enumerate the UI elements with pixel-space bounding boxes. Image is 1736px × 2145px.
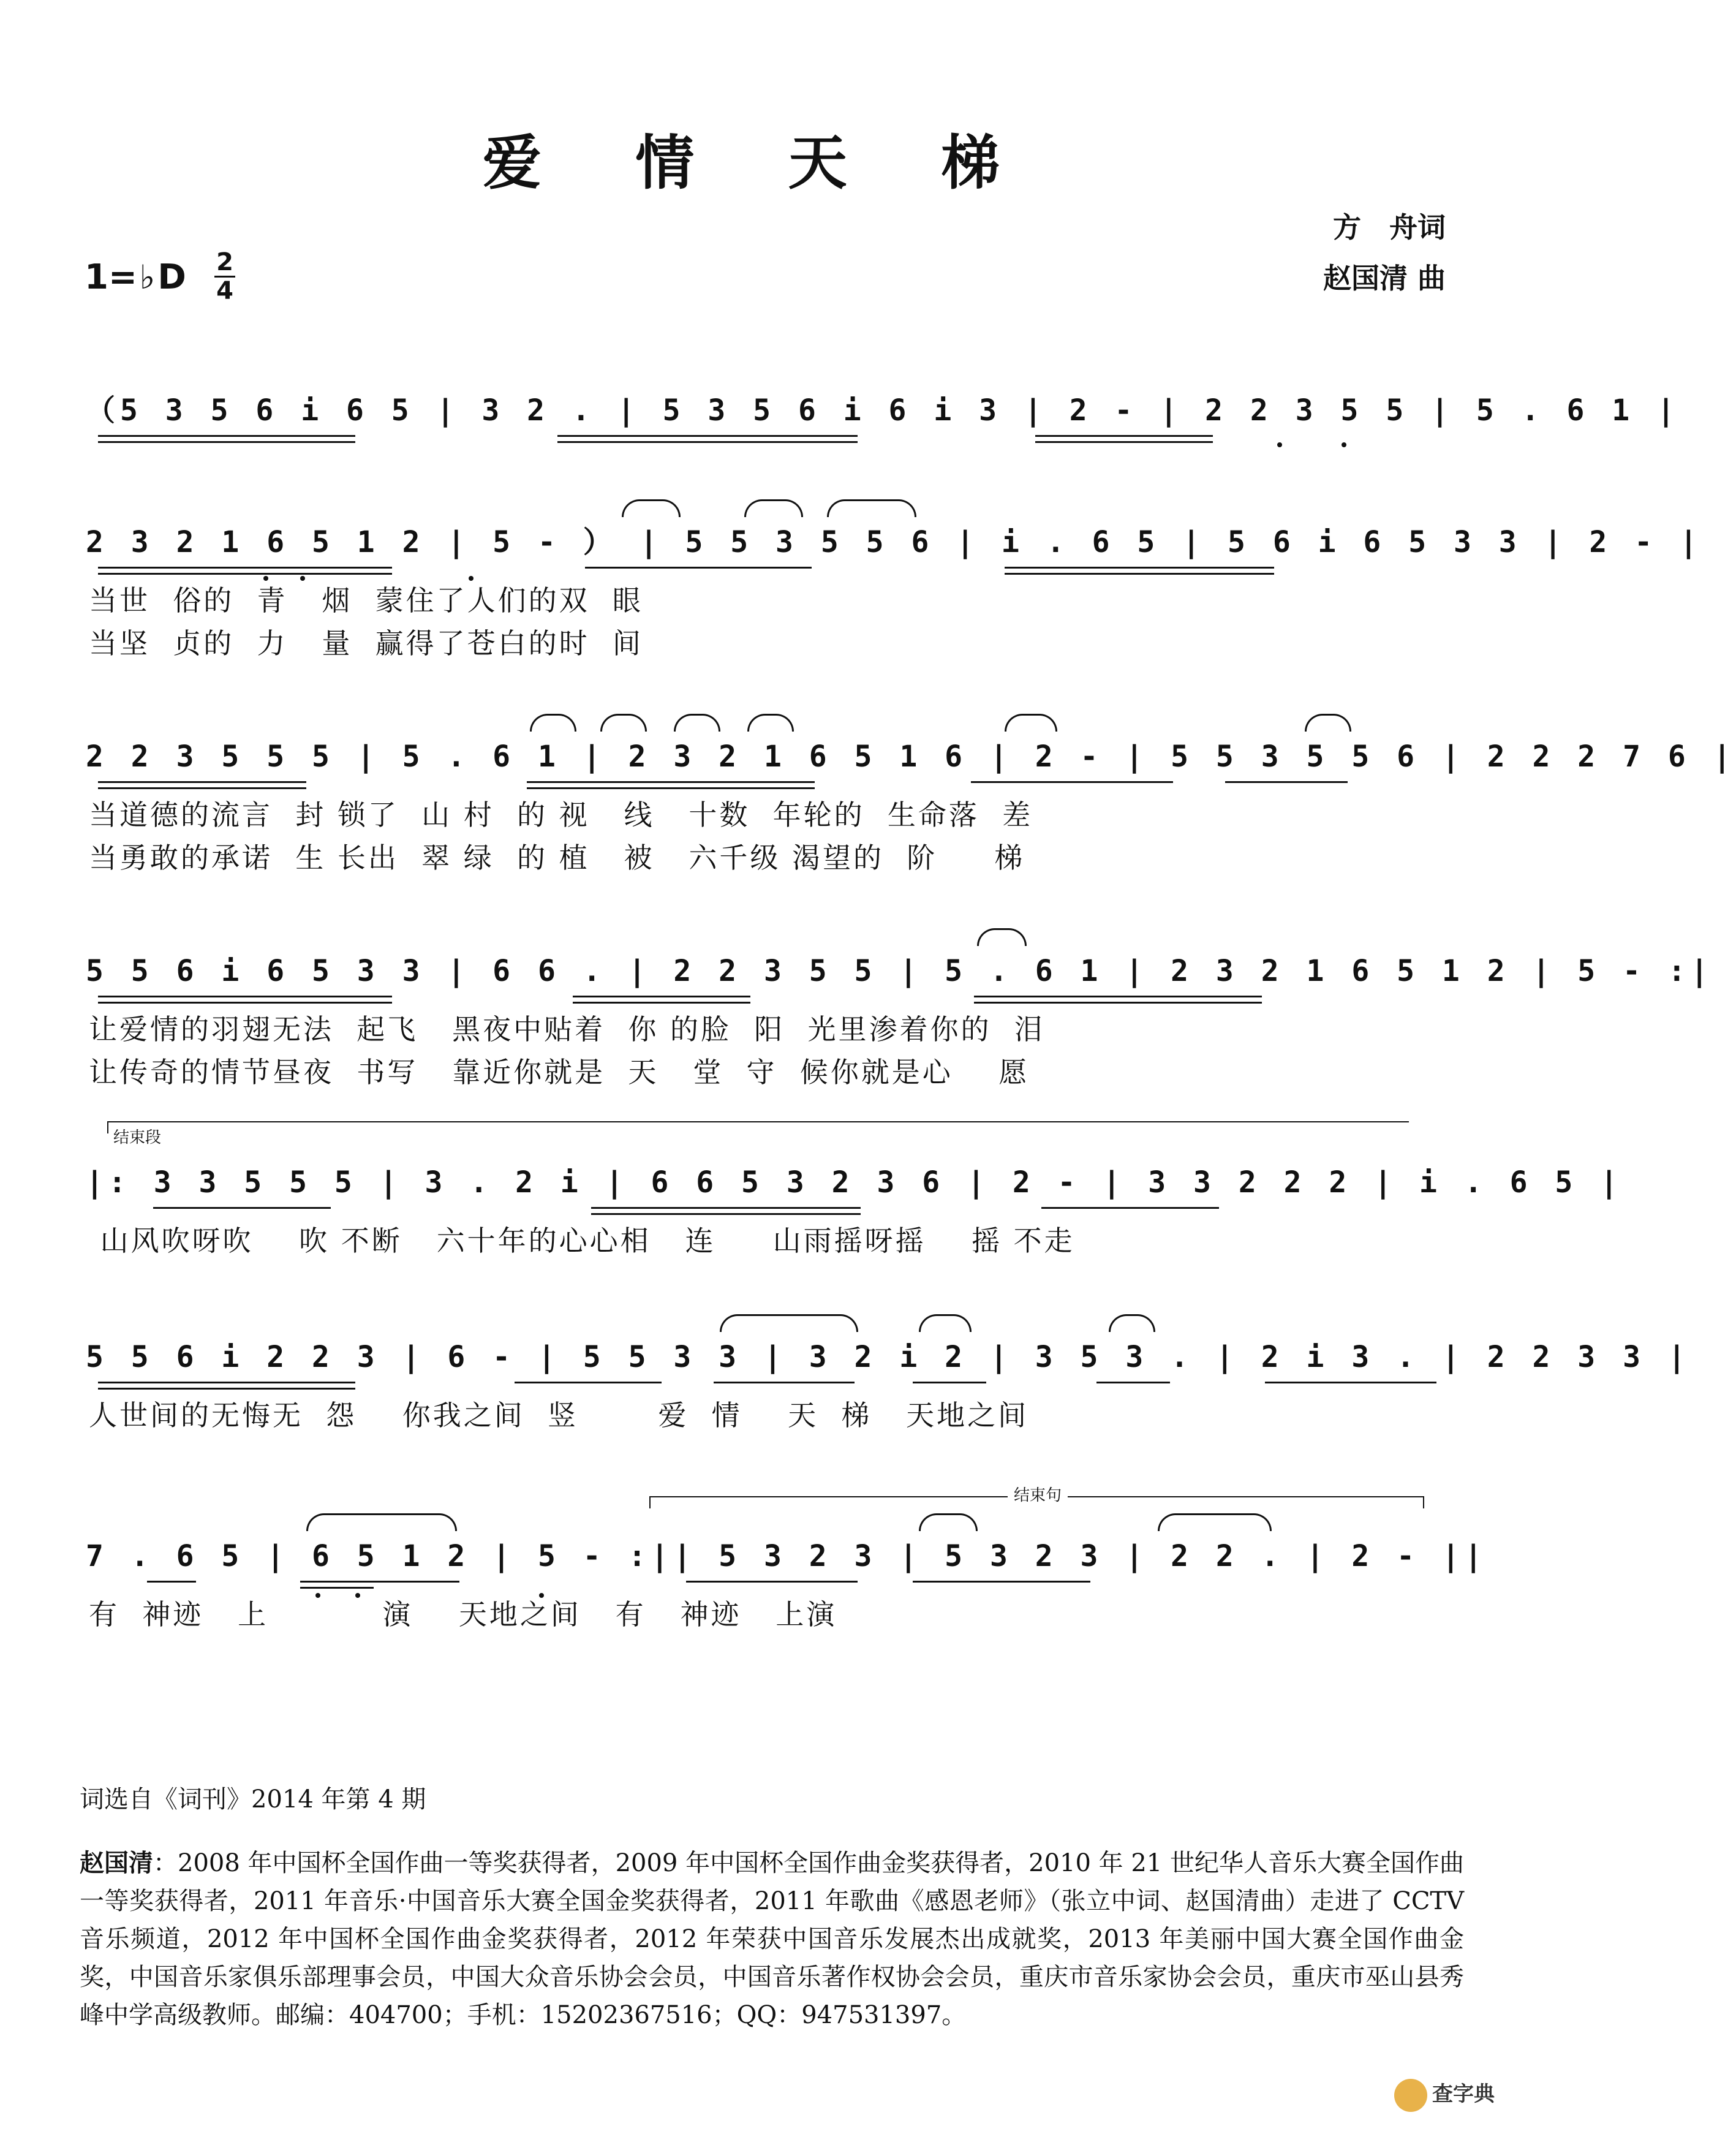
beam [515,1382,662,1383]
beam [686,1581,858,1583]
time-signature [214,250,235,303]
logo-text: 查字典 [1432,2082,1495,2106]
lyrics-line-4b: 让传奇的情节昼夜 书写 靠近你就是 天 堂 守 候你就是心 愿 [89,1056,1030,1089]
beam [98,573,392,575]
notation-line-3: 2 2 3 5 5 5 | 5 . 6 1 | 2 3 2 1 6 5 1 6 | 2 - | 5 5 3 5 5 6 | 2 2 2 7 6 | [86,740,1736,774]
beam [591,1213,861,1215]
beam [1005,567,1274,569]
composer-bio [80,1844,1464,2034]
beam [1005,573,1274,575]
notation-line-1: （5 3 5 6 i 6 5 | 3 2 . | 5 3 5 6 i 6 i 3 | 2 - | 2 2 3 5 5 | 5 . 6 1 | [86,393,1680,428]
slur [744,499,803,517]
beam [527,781,815,783]
beam [98,787,306,789]
slur [747,714,794,732]
beam [974,1002,1262,1004]
slur [622,499,681,517]
slur [720,1314,858,1332]
lyrics-line-2a: 当世 俗的 青 烟 蒙住了人们的双 眼 [89,584,643,617]
slur [530,714,576,732]
source-note: 词选自《词刊》2014 年第 4 期 [80,1785,426,1814]
slur [1305,714,1351,732]
beam [714,1382,855,1383]
beam [98,781,306,783]
key-signature [85,257,186,297]
low-octave-dot [300,576,305,581]
beam [98,1002,392,1004]
bio-text: ：2008 年中国杯全国作曲一等奖获得者，2009 年中国杯全国作曲金奖获得者，2010 年 21 世纪华人音乐大赛全国作曲一等奖获得者，2011 年音乐·中国音乐大赛全国金奖获得者，2011 年歌曲《感恩老师》（张立中词、赵国清曲）走进了 CCTV 音乐频道，2012 年中国杯全国作曲金奖获得者，2012 年荣获中国音乐发展杰出成就奖，2013 年美丽中国大赛全国作曲金奖，中国音乐家俱乐部理事会员，中国大众音乐协会会员，中国音乐著作权协会会员，重庆市音乐家协会会员，重庆市巫山县秀峰中学高级教师。邮编：404700；手机：15202367516；QQ：947531397。 [80,1849,1464,2029]
low-octave-dot [263,576,268,581]
beam [913,1382,986,1383]
slur [674,714,720,732]
beam [98,441,355,443]
low-octave-dot [469,576,474,581]
notation-line-7: 7 . 6 5 | 6 5 1 2 | 5 - :|| 5 3 2 3 | 5 3 2 3 | 2 2 . | 2 - || [86,1539,1487,1573]
section-label-ending: 结束段 [113,1129,162,1147]
composer-credit: 赵国清 曲 [1323,262,1446,295]
low-octave-dot [1342,442,1346,447]
beam [300,1581,459,1583]
section-label-phrase: 结束句 [1008,1483,1068,1505]
slur [919,1314,972,1332]
beam [147,1581,196,1583]
notation-line-4: 5 5 6 i 6 5 3 3 | 6 6 . | 2 2 3 5 5 | 5 . 6 1 | 2 3 2 1 6 5 1 2 | 5 - :| [86,954,1713,988]
beam [573,996,750,997]
beam [98,1388,355,1390]
beam [1265,1382,1436,1383]
slur [827,499,916,517]
site-logo [1394,2077,1495,2112]
beam [98,567,392,569]
bio-name: 赵国清 [80,1848,154,1877]
beam [974,996,1262,997]
beam [591,1207,861,1209]
beam [913,1581,1090,1583]
low-octave-dot [1277,442,1282,447]
slur [1158,1513,1272,1531]
flat-icon: ♭ [139,258,156,297]
notation-line-5: |: 3 3 5 5 5 | 3 . 2 i | 6 6 5 3 2 3 6 | 2 - | 3 3 2 2 2 | i . 6 5 | [86,1165,1623,1200]
lyrics-line-4a: 让爱情的羽翅无法 起飞 黑夜中贴着 你 的脸 阳 光里渗着你的 泪 [89,1013,1045,1046]
time-bottom: 4 [216,277,233,305]
slur [977,928,1027,946]
beam [1035,435,1213,437]
beam [1225,781,1348,783]
beam [557,435,858,437]
time-top: 2 [216,248,233,276]
key-note: D [157,257,186,297]
logo-icon [1394,2079,1427,2112]
ending-bracket [107,1121,1409,1122]
beam [573,1002,750,1004]
beam [1035,441,1213,443]
slur [919,1513,978,1531]
slur [1109,1314,1155,1332]
beam [557,441,858,443]
notation-line-2: 2 3 2 1 6 5 1 2 | 5 - ） | 5 5 3 5 5 6 | i . 6 5 | 5 6 i 6 5 3 3 | 2 - | [86,525,1702,559]
beam [98,996,392,997]
lyricist-credit: 方 舟词 [1333,211,1446,244]
slur [600,714,647,732]
lyrics-line-5: 山风吹呀吹 吹 不断 六十年的心心相 连 山雨摇呀摇 摇 不走 [89,1224,1075,1257]
page-title: 爱 情 天 梯 [482,129,1037,197]
beam [527,787,815,789]
beam [300,1587,374,1589]
ending-bracket-edge [107,1121,108,1133]
notation-line-6: 5 5 6 i 2 2 3 | 6 - | 5 5 3 3 | 3 2 i 2 | 3 5 3 . | 2 i 3 . | 2 2 3 3 | [86,1340,1691,1374]
lyrics-line-3a: 当道德的流言 封 锁了 山 村 的 视 线 十数 年轮的 生命落 差 [89,798,1033,831]
slur [306,1513,457,1531]
lyrics-line-7: 有 神迹 上 演 天地之间 有 神迹 上演 [89,1598,837,1631]
phrase-bracket-edge [649,1496,651,1508]
lyrics-line-6: 人世间的无悔无 怨 你我之间 竖 爱 情 天 梯 天地之间 [89,1399,1029,1432]
beam [1096,1382,1170,1383]
beam [153,1207,331,1209]
beam [98,1382,355,1383]
lyrics-line-3b: 当勇敢的承诺 生 长出 翠 绿 的 植 被 六千级 渴望的 阶 梯 [89,841,1025,874]
phrase-bracket-edge [1423,1496,1424,1508]
lyrics-line-2b: 当坚 贞的 力 量 赢得了苍白的时 间 [89,627,643,660]
beam [98,435,355,437]
beam [971,781,1173,783]
beam [585,567,812,569]
beam [1041,1207,1219,1209]
key-prefix: 1= [85,257,137,297]
slur [1005,714,1057,732]
